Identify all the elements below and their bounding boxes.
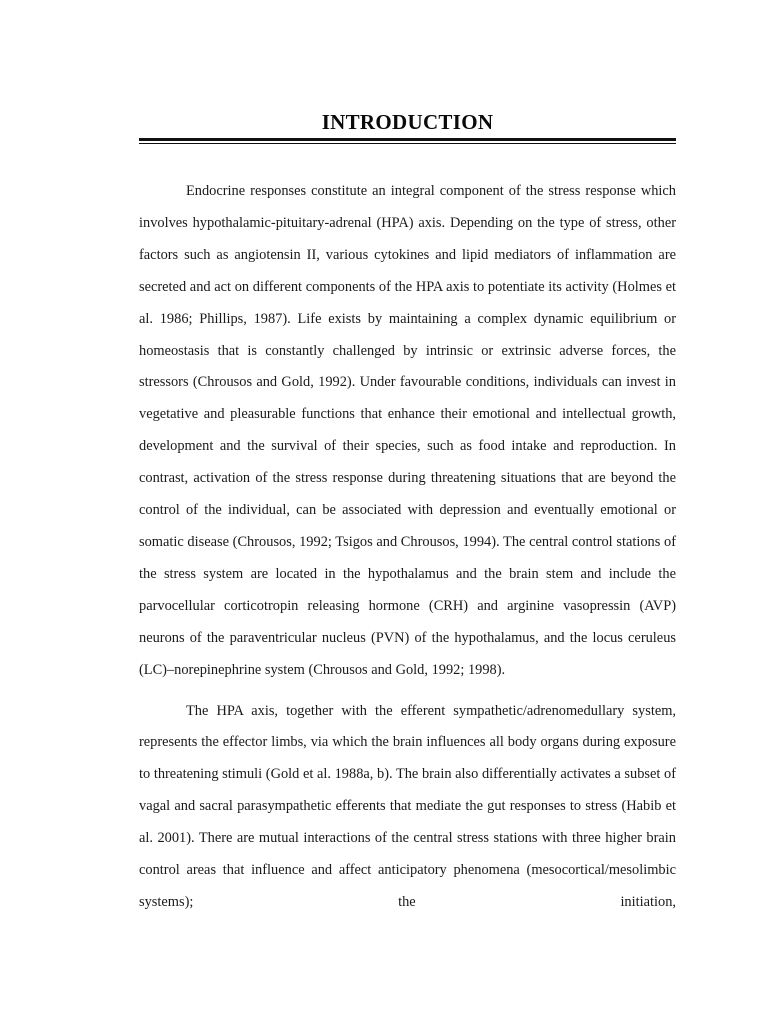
paragraph-1: Endocrine responses constitute an integral component of the stress response which involves hypothalamic-pituitary-adrenal (HPA) axis. Depending on the type of stress, other factors such as angiotensin II, various cytokines and lipid mediators of inflammation are secreted and act on different components of the HPA axis to potentiate its activity (Holmes et al. 1986; Phillips, 1987). Life exists by maintaining a complex dynamic equilibrium or homeostasis that is constantly challenged by intrinsic or extrinsic adverse forces, the stressors (Chrousos and Gold, 1992). Under favourable conditions, individuals can invest in vegetative and pleasurable functions that enhance their emotional and intellectual growth, development and the survival of their species, such as food intake and reproduction. In contrast, activation of the stress response during threatening situations that are beyond the control of the individual, can be associated with depression and eventually emotional or somatic disease (Chrousos, 1992; Tsigos and Chrousos, 1994). The central control stations of the stress system are located in the hypothalamus and the brain stem and include the parvocellular corticotropin releasing hormone (CRH) and arginine vasopressin (AVP) neurons of the paraventricular nucleus (PVN) of the hypothalamus, and the locus ceruleus (LC)–norepinephrine system (Chrousos and Gold, 1992; 1998). (139, 183, 676, 678)
body-text (139, 176, 676, 919)
title-underline-thick (139, 138, 676, 141)
paragraph-2: The HPA axis, together with the efferent sympathetic/adrenomedullary system, represents the effector limbs, via which the brain influences all body organs during exposure to threatening stimuli (Gold et al. 1988a, b). The brain also differentially activates a subset of vagal and sacral parasympathetic efferents that mediate the gut responses to stress (Habib et al. 2001). There are mutual interactions of the central stress stations with three higher brain control areas that influence and affect anticipatory phenomena (mesocortical/mesolimbic systems); the initiation, (139, 702, 676, 910)
title-underline-thin (139, 143, 676, 144)
page-title: INTRODUCTION (321, 110, 494, 134)
